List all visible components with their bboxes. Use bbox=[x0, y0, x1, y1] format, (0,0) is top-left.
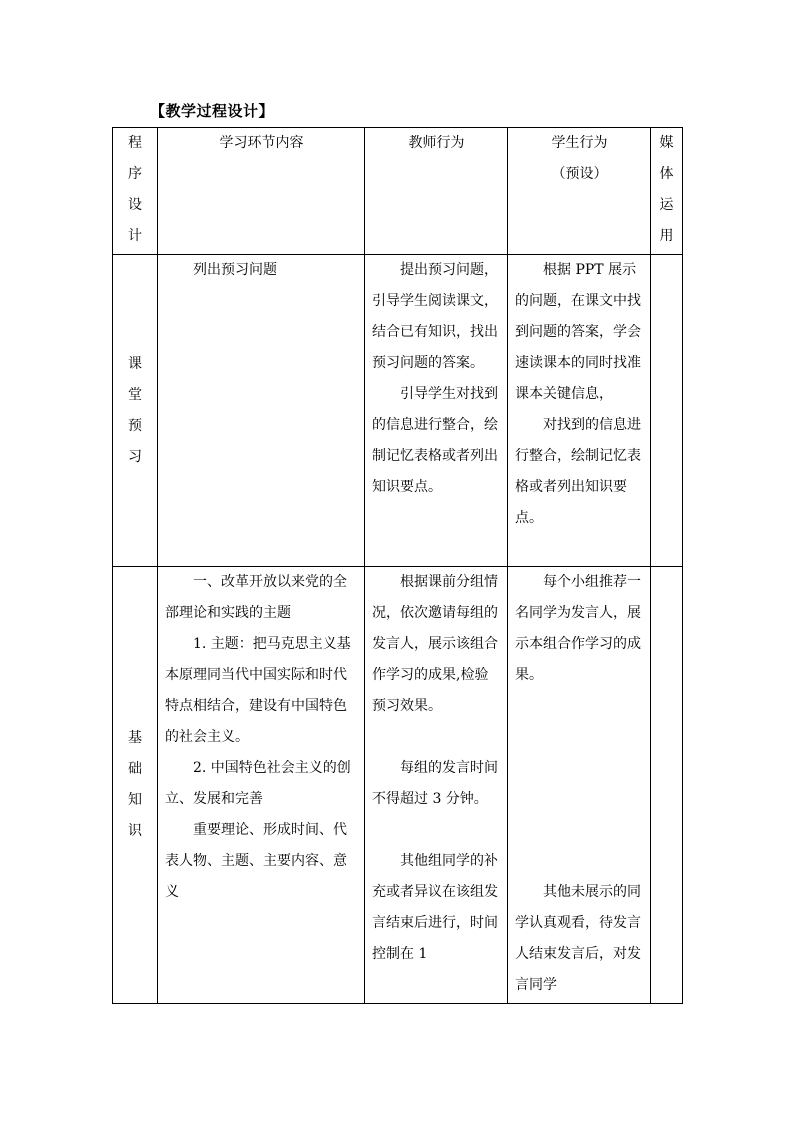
header-learning-content: 学习环节内容 bbox=[158, 128, 365, 255]
header-program-design: 程 序 设 计 bbox=[113, 128, 158, 255]
row2-learning-content: 一、改革开放以来党的全部理论和实践的主题 1. 主题：把马克思主义基本原理同当代中国实际和时代特点相结合，建设有中国特色的社会主义。 2. 中国特色社会主义的创立、发展和完善 重要理论、形成时间、代表人物、主题、主要内容、意义 bbox=[158, 567, 365, 1004]
row1-teacher-behavior: 提出预习问题，引导学生阅读课文，结合已有知识，找出预习问题的答案。 引导学生对找到的信息进行整合，绘制记忆表格或者列出知识要点。 bbox=[365, 255, 508, 567]
row-label-class-preview: 课 堂 预 习 bbox=[113, 255, 158, 567]
table-row-class-preview bbox=[113, 255, 683, 567]
header-teacher-behavior: 教师行为 bbox=[365, 128, 508, 255]
row2-teacher-behavior: 根据课前分组情况，依次邀请每组的发言人，展示该组合作学习的成果,检验预习效果。 每组的发言时间不得超过 3 分钟。 其他组同学的补充或者异议在该组发言结束后进行，时间控制在 1 bbox=[365, 567, 508, 1004]
row-label-basic-knowledge: 基 础 知 识 bbox=[113, 567, 158, 1004]
header-student-behavior: 学生行为 （预设） bbox=[508, 128, 651, 255]
table-row-basic-knowledge bbox=[113, 567, 683, 1004]
row1-media-use bbox=[651, 255, 683, 567]
row1-learning-content: 列出预习问题 bbox=[158, 255, 365, 567]
header-media-use: 媒 体 运 用 bbox=[651, 128, 683, 255]
section-heading: 【教学过程设计】 bbox=[150, 102, 275, 120]
teaching-process-table bbox=[112, 127, 683, 1004]
row1-student-behavior: 根据 PPT 展示的问题，在课文中找到问题的答案，学会速读课本的同时找准课本关键信息， 对找到的信息进行整合，绘制记忆表格或者列出知识要点。 bbox=[508, 255, 651, 567]
row2-student-behavior: 每个小组推荐一名同学为发言人，展示本组合作学习的成果。 其他未展示的同学认真观看，待发言人结束发言后，对发言同学 bbox=[508, 567, 651, 1004]
row2-media-use bbox=[651, 567, 683, 1004]
table-header-row bbox=[113, 128, 683, 255]
